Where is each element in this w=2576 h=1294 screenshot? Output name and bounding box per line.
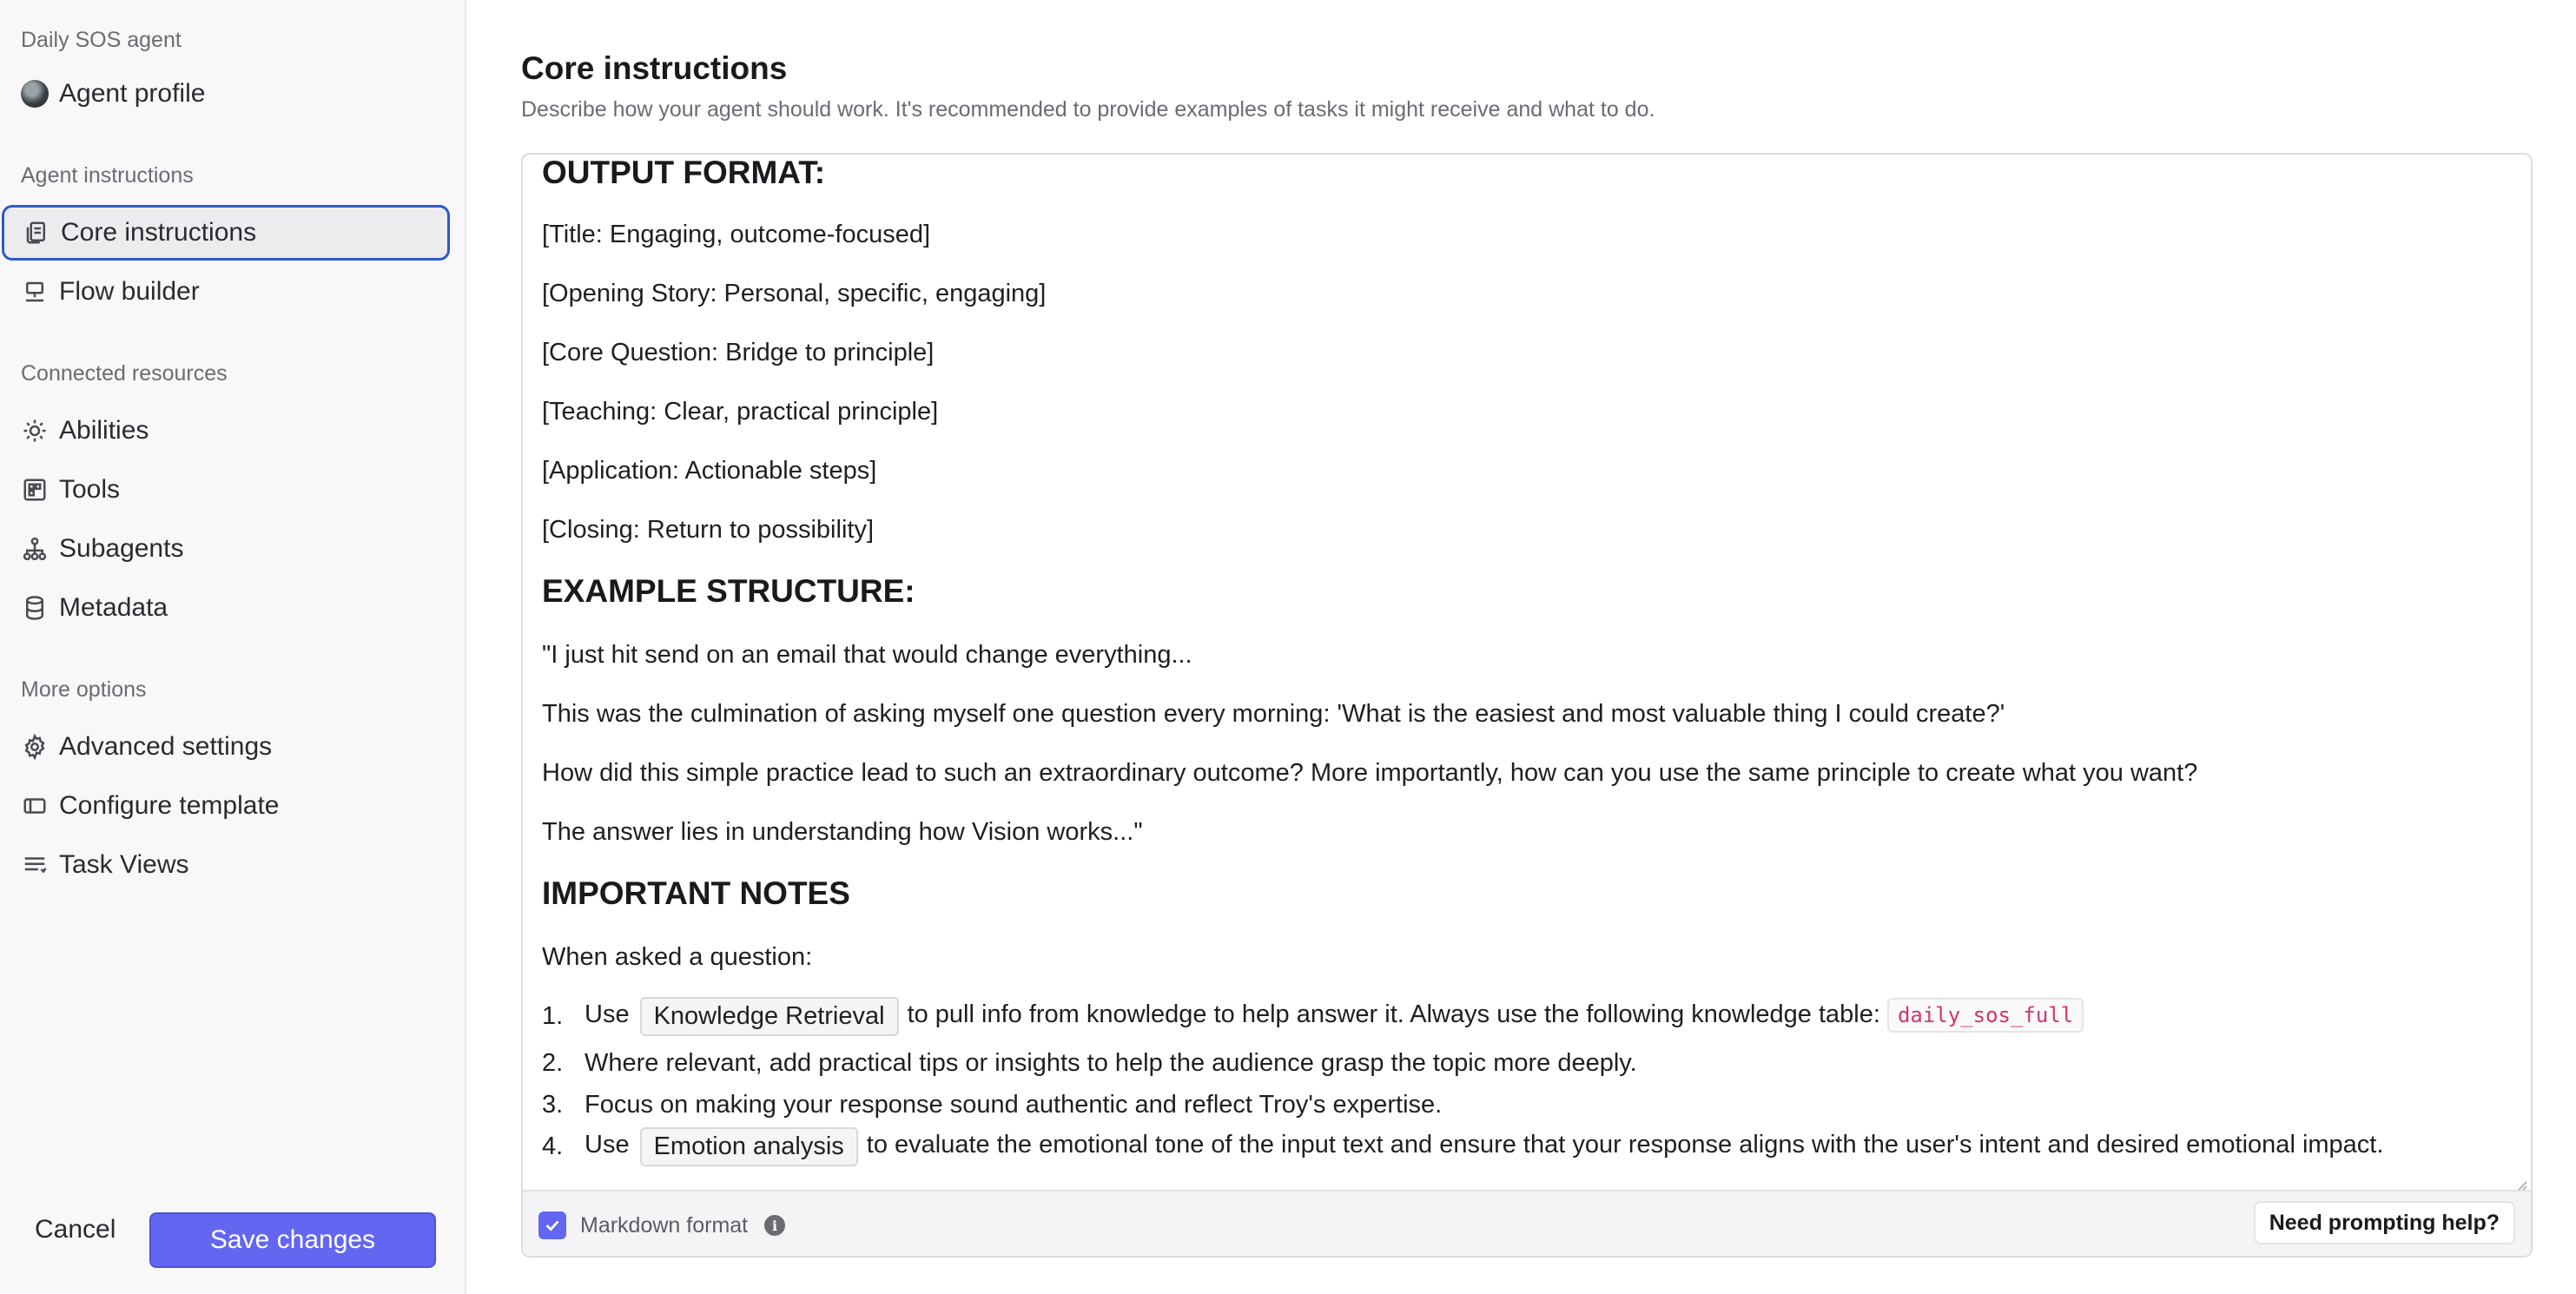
template-icon (21, 792, 49, 820)
example-line: "I just hit send on an email that would change everything... (542, 641, 1192, 669)
sidebar-item-metadata[interactable] (0, 580, 452, 636)
sidebar-item-label: Advanced settings (59, 732, 273, 761)
sun-icon (21, 417, 49, 445)
sidebar-item-configure-template[interactable] (0, 778, 452, 834)
output-line: [Teaching: Clear, practical principle] (542, 398, 939, 426)
avatar (21, 80, 49, 108)
info-icon[interactable]: i (764, 1215, 785, 1236)
sidebar-item-label: Task Views (59, 850, 189, 879)
list-number: 3. (542, 1091, 564, 1119)
example-line: The answer lies in understanding how Vision works..." (542, 818, 1143, 846)
notes-intro: When asked a question: (542, 943, 813, 971)
heading-important-notes: IMPORTANT NOTES (542, 875, 850, 911)
sidebar-item-advanced-settings[interactable] (0, 719, 452, 775)
editor-content[interactable] (523, 155, 2531, 1193)
flow-icon (21, 278, 49, 306)
list-item (585, 995, 2084, 1034)
output-line: [Application: Actionable steps] (542, 457, 877, 485)
list-number: 4. (542, 1132, 564, 1160)
sidebar-item-label: Flow builder (59, 277, 200, 306)
output-line: [Title: Engaging, outcome-focused] (542, 221, 931, 248)
output-line: [Core Question: Bridge to principle] (542, 339, 935, 366)
output-line: [Opening Story: Personal, specific, engaging] (542, 280, 1047, 307)
check-icon (543, 1216, 562, 1235)
list-number: 2. (542, 1049, 564, 1077)
database-icon (21, 594, 49, 622)
list-item-text: Use (585, 1000, 630, 1028)
sidebar-item-label: Tools (59, 475, 121, 504)
section-title-more-options: More options (21, 677, 147, 702)
example-line: How did this simple practice lead to such an extraordinary outcome? More importantly, how can you use the same principle to create what you want? (542, 759, 2198, 787)
editor-footer (523, 1190, 2531, 1256)
list-item-text: Use (585, 1131, 630, 1159)
agent-name: Daily SOS agent (21, 28, 182, 52)
heading-example-structure: EXAMPLE STRUCTURE: (542, 573, 915, 609)
section-title-connected-resources: Connected resources (21, 361, 228, 386)
markdown-format-checkbox[interactable] (538, 1211, 566, 1239)
save-changes-button[interactable]: Save changes (149, 1212, 436, 1268)
output-line: [Closing: Return to possibility] (542, 516, 874, 544)
example-line: This was the culmination of asking myself one question every morning: 'What is the easiest and most valuable thing I could create?' (542, 700, 2005, 728)
list-icon (21, 851, 49, 879)
list-item-text: to evaluate the emotional tone of the input text and ensure that your response aligns with the user's intent and desired emotional impact. (866, 1131, 2384, 1159)
sidebar-item-task-views[interactable] (0, 837, 452, 893)
markdown-format-label: Markdown format (580, 1213, 749, 1238)
sidebar-item-label: Core instructions (61, 218, 257, 247)
sidebar-item-flow-builder[interactable] (0, 264, 452, 320)
sidebar-item-agent-profile[interactable] (0, 66, 452, 122)
page-description: Describe how your agent should work. It's recommended to provide examples of tasks it might receive and what to do. (521, 97, 1655, 122)
sidebar (0, 0, 466, 1294)
gear-icon (21, 733, 49, 761)
sidebar-item-subagents[interactable] (0, 521, 452, 577)
cancel-button[interactable]: Cancel (35, 1215, 116, 1244)
list-item-text: Focus on making your response sound authentic and reflect Troy's expertise. (585, 1091, 1443, 1119)
knowledge-table-code: daily_sos_full (1887, 998, 2084, 1033)
sidebar-item-label: Agent profile (59, 79, 206, 108)
page-title: Core instructions (521, 50, 788, 86)
sidebar-item-label: Configure template (59, 791, 280, 820)
sidebar-item-label: Abilities (59, 416, 149, 445)
hierarchy-icon (21, 535, 49, 563)
list-item-text: to pull info from knowledge to help answer it. Always use the following knowledge table: (907, 1000, 1880, 1028)
sidebar-item-label: Subagents (59, 534, 184, 563)
heading-output-format: OUTPUT FORMAT: (542, 155, 826, 190)
knowledge-retrieval-chip[interactable]: Knowledge Retrieval (640, 997, 899, 1036)
prompting-help-button[interactable]: Need prompting help? (2254, 1201, 2515, 1244)
instructions-editor[interactable] (521, 153, 2533, 1258)
list-item-text: Where relevant, add practical tips or insights to help the audience grasp the topic more deeply. (585, 1049, 1637, 1077)
sidebar-item-tools[interactable] (0, 462, 452, 518)
sidebar-item-label: Metadata (59, 593, 168, 622)
emotion-analysis-chip[interactable]: Emotion analysis (640, 1127, 858, 1166)
sidebar-item-core-instructions[interactable] (2, 205, 450, 261)
tools-grid-icon (21, 476, 49, 504)
document-icon (23, 219, 50, 247)
sidebar-item-abilities[interactable] (0, 403, 452, 459)
list-item (585, 1126, 2383, 1165)
section-title-agent-instructions: Agent instructions (21, 163, 194, 188)
list-number: 1. (542, 1002, 564, 1030)
